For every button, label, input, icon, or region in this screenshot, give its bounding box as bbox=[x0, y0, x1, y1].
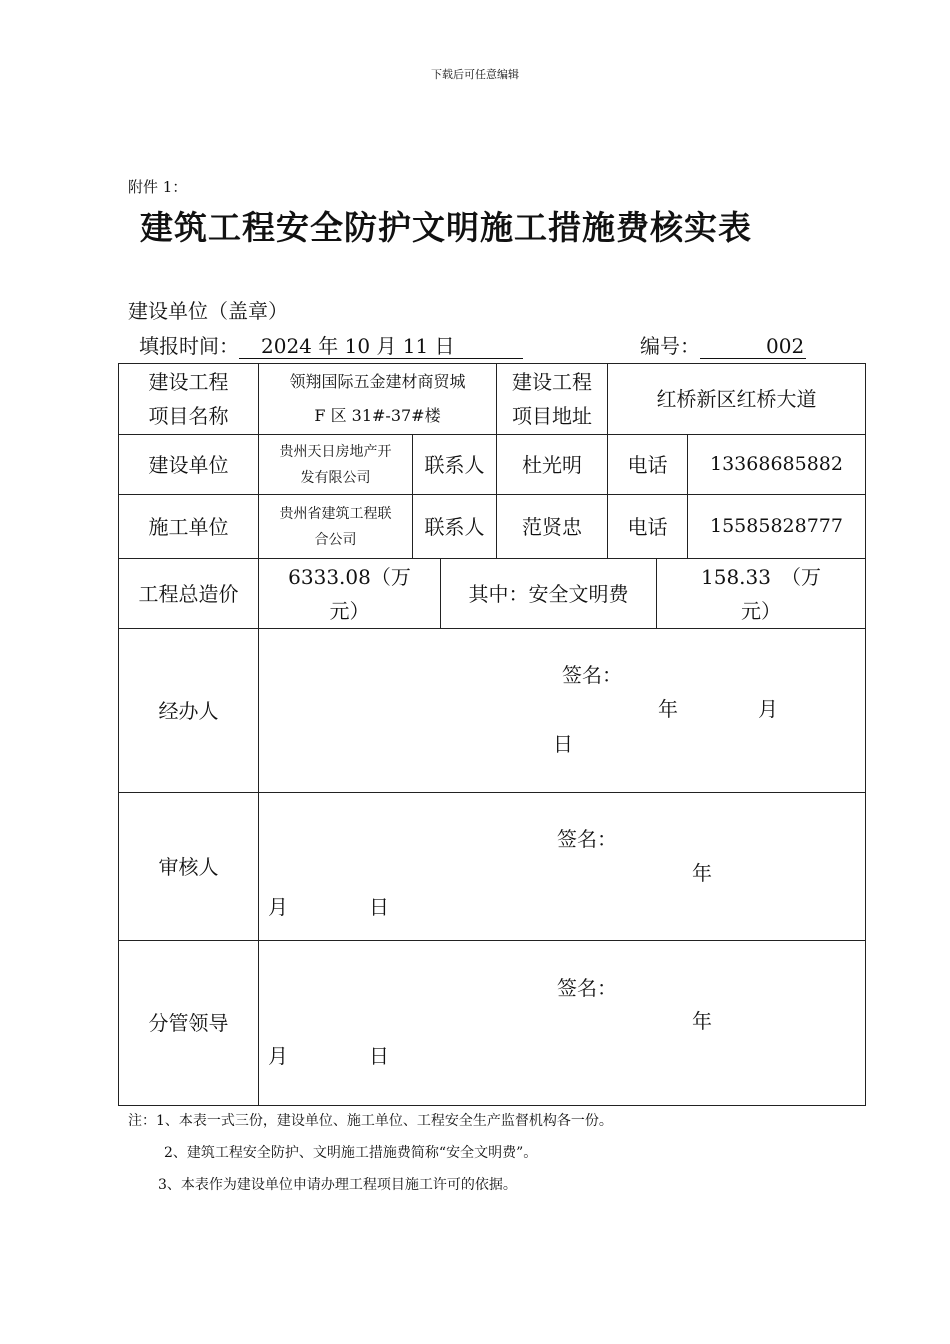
serial-label: 编号： bbox=[640, 334, 700, 358]
handler-label: 经办人 bbox=[118, 628, 259, 793]
handler-month: 月 bbox=[758, 697, 778, 721]
builder-seal-label: 建设单位（盖章） bbox=[128, 299, 288, 323]
reviewer-sign: 签名： bbox=[557, 827, 617, 851]
constructor-phone-value: 15585828777 bbox=[687, 494, 866, 559]
reviewer-label: 审核人 bbox=[118, 792, 259, 941]
total-cost-label: 工程总造价 bbox=[118, 558, 259, 629]
leader-sign: 签名： bbox=[557, 976, 617, 1000]
leader-signature-area bbox=[258, 940, 866, 1106]
leader-day: 日 bbox=[369, 1044, 389, 1068]
note-2: 2、建筑工程安全防护、文明施工措施费简称“安全文明费”。 bbox=[164, 1145, 538, 1161]
builder-phone-label: 电话 bbox=[607, 434, 688, 495]
fill-date-label: 填报时间： bbox=[139, 334, 239, 358]
builder-phone-value: 13368685882 bbox=[687, 434, 866, 495]
builder-contact-label: 联系人 bbox=[412, 434, 497, 495]
attachment-label: 附件 1： bbox=[128, 178, 188, 196]
serial-value: 002 bbox=[700, 334, 806, 359]
builder-value: 贵州天日房地产开 发有限公司 bbox=[258, 434, 413, 495]
header-note: 下载后可任意编辑 bbox=[431, 68, 519, 81]
constructor-contact-value: 范贤忠 bbox=[496, 494, 608, 559]
handler-sign: 签名： bbox=[562, 663, 622, 687]
project-address-label: 建设工程 项目地址 bbox=[496, 363, 608, 435]
serial-number bbox=[640, 330, 806, 359]
builder-contact-value: 杜光明 bbox=[496, 434, 608, 495]
reviewer-signature-area bbox=[258, 792, 866, 941]
project-name-value: 领翔国际五金建材商贸城 F 区 31#-37#楼 bbox=[258, 363, 497, 435]
builder-label: 建设单位 bbox=[118, 434, 259, 495]
project-address-value: 红桥新区红桥大道 bbox=[607, 363, 866, 435]
handler-year: 年 bbox=[658, 697, 678, 721]
fill-date bbox=[139, 330, 523, 359]
page-title: 建筑工程安全防护文明施工措施费核实表 bbox=[140, 208, 752, 247]
project-name-label: 建设工程 项目名称 bbox=[118, 363, 259, 435]
leader-year: 年 bbox=[692, 1009, 712, 1033]
reviewer-month: 月 bbox=[268, 895, 288, 919]
note-3: 3、本表作为建设单位申请办理工程项目施工许可的依据。 bbox=[158, 1177, 517, 1193]
leader-label: 分管领导 bbox=[118, 940, 259, 1106]
note-1: 注：1、本表一式三份，建设单位、施工单位、工程安全生产监督机构各一份。 bbox=[128, 1113, 613, 1129]
total-cost-value: 6333.08（万 元） bbox=[258, 558, 441, 629]
constructor-phone-label: 电话 bbox=[607, 494, 688, 559]
reviewer-year: 年 bbox=[692, 861, 712, 885]
leader-month: 月 bbox=[268, 1044, 288, 1068]
constructor-label: 施工单位 bbox=[118, 494, 259, 559]
reviewer-day: 日 bbox=[369, 895, 389, 919]
safety-fee-label: 其中：安全文明费 bbox=[440, 558, 657, 629]
constructor-value: 贵州省建筑工程联 合公司 bbox=[258, 494, 413, 559]
safety-fee-value: 158.33 （万 元） bbox=[656, 558, 866, 629]
handler-day: 日 bbox=[553, 732, 573, 756]
constructor-contact-label: 联系人 bbox=[412, 494, 497, 559]
fill-date-value: 2024 年 10 月 11 日 bbox=[239, 334, 523, 359]
